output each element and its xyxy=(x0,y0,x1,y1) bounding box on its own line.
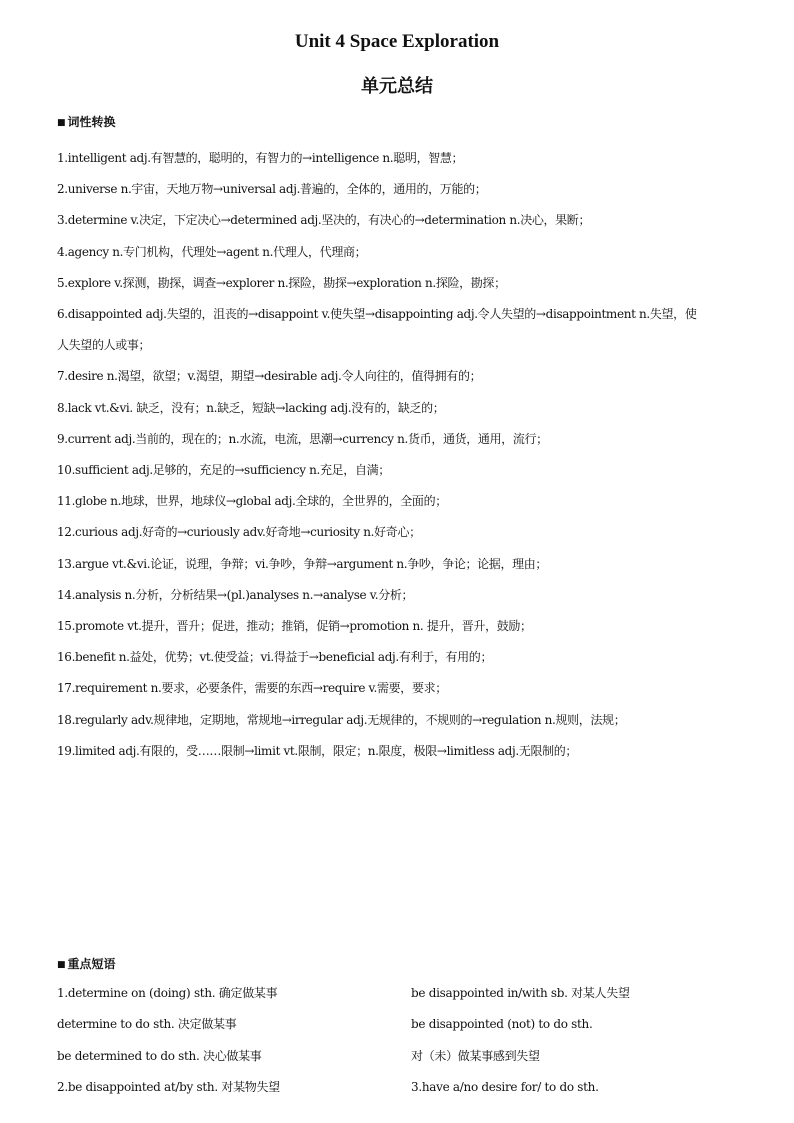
square-bullet-icon: ■ xyxy=(57,118,66,128)
phrase-left: be determined to do sth. 决心做某事 xyxy=(57,1048,262,1063)
word-forms-list xyxy=(57,143,747,767)
section-heading-word-forms xyxy=(57,113,116,130)
phrase-left: 2.be disappointed at/by sth. 对某物失望 xyxy=(57,1079,280,1094)
list-item: 1.intelligent adj.有智慧的，聪明的，有智力的→intelligence n.聪明，智慧； xyxy=(57,151,464,165)
list-item-continuation: 人失望的人或事； xyxy=(57,338,151,353)
list-item: 2.universe n.宇宙，天地万物→universal adj.普遍的，全体的，通用的，万能的； xyxy=(57,182,487,197)
page-subtitle: 单元总结 xyxy=(361,76,433,97)
section-heading-label: 词性转换 xyxy=(67,115,116,129)
phrase-right: be disappointed (not) to do sth. xyxy=(411,1017,593,1032)
phrase-left: 1.determine on (doing) sth. 确定做某事 xyxy=(57,986,278,1000)
phrase-row xyxy=(57,1048,747,1079)
list-item: 6.disappointed adj.失望的，沮丧的→disappoint v.使失望→disappointing adj.令人失望的→disappointment n.失望，使 xyxy=(57,307,697,322)
list-item: 11.globe n.地球，世界，地球仪→global adj.全球的，全世界的，全面的； xyxy=(57,494,447,509)
list-item: 17.requirement n.要求，必要条件，需要的东西→require v.需要，要求； xyxy=(57,681,447,696)
list-item: 16.benefit n.益处，优势；vt.使受益；vi.得益于→beneficial adj.有利于，有用的； xyxy=(57,650,493,665)
list-item: 15.promote vt.提升，晋升；促进，推动；推销，促销→promotion n. 提升，晋升，鼓励； xyxy=(57,619,532,634)
phrase-left: determine to do sth. 决定做某事 xyxy=(57,1017,237,1032)
phrase-right: be disappointed in/with sb. 对某人失望 xyxy=(411,986,630,1000)
list-item: 13.argue vt.&vi.论证，说理，争辩；vi.争吵，争辩→argument n.争吵，争论；论据，理由； xyxy=(57,556,548,571)
list-item: 7.desire n.渴望，欲望；v.渴望，期望→desirable adj.令人向往的，值得拥有的； xyxy=(57,369,482,384)
list-item: 5.explore v.探测，勘探，调查→explorer n.探险，勘探→exploration n.探险，勘探； xyxy=(57,275,506,290)
section-heading-key-phrases xyxy=(57,955,116,972)
phrase-right: 对（未）做某事感到失望 xyxy=(411,1048,540,1063)
key-phrases-list xyxy=(57,985,747,1110)
list-item: 19.limited adj.有限的，受……限制→limit vt.限制，限定；n.限度，极限→limitless adj.无限制的； xyxy=(57,743,578,758)
phrase-row xyxy=(57,1016,747,1047)
list-item: 18.regularly adv.规律地，定期地，常规地→irregular adj.无规律的，不规则的→regulation n.规则，法规； xyxy=(57,712,626,727)
list-item: 9.current adj.当前的，现在的；n.水流，电流，思潮→currency n.货币，通货，通用，流行； xyxy=(57,431,548,446)
list-item: 3.determine v.决定，下定决心→determined adj.坚决的，有决心的→determination n.决心，果断； xyxy=(57,213,591,228)
phrase-row xyxy=(57,985,747,1016)
list-item: 4.agency n.专门机构，代理处→agent n.代理人，代理商； xyxy=(57,244,367,259)
list-item: 10.sufficient adj.足够的，充足的→sufficiency n.充足，自满； xyxy=(57,463,390,478)
phrase-row xyxy=(57,1079,747,1110)
square-bullet-icon: ■ xyxy=(57,960,66,970)
page-title: Unit 4 Space Exploration xyxy=(294,31,500,52)
section-heading-label: 重点短语 xyxy=(67,957,116,971)
list-item: 8.lack vt.&vi. 缺乏，没有；n.缺乏，短缺→lacking adj.没有的，缺乏的； xyxy=(57,400,445,415)
phrase-right: 3.have a/no desire for/ to do sth. xyxy=(411,1079,599,1094)
list-item: 14.analysis n.分析，分析结果→(pl.)analyses n.→analyse v.分析； xyxy=(57,587,414,602)
list-item: 12.curious adj.好奇的→curiously adv.好奇地→curiosity n.好奇心； xyxy=(57,525,421,540)
